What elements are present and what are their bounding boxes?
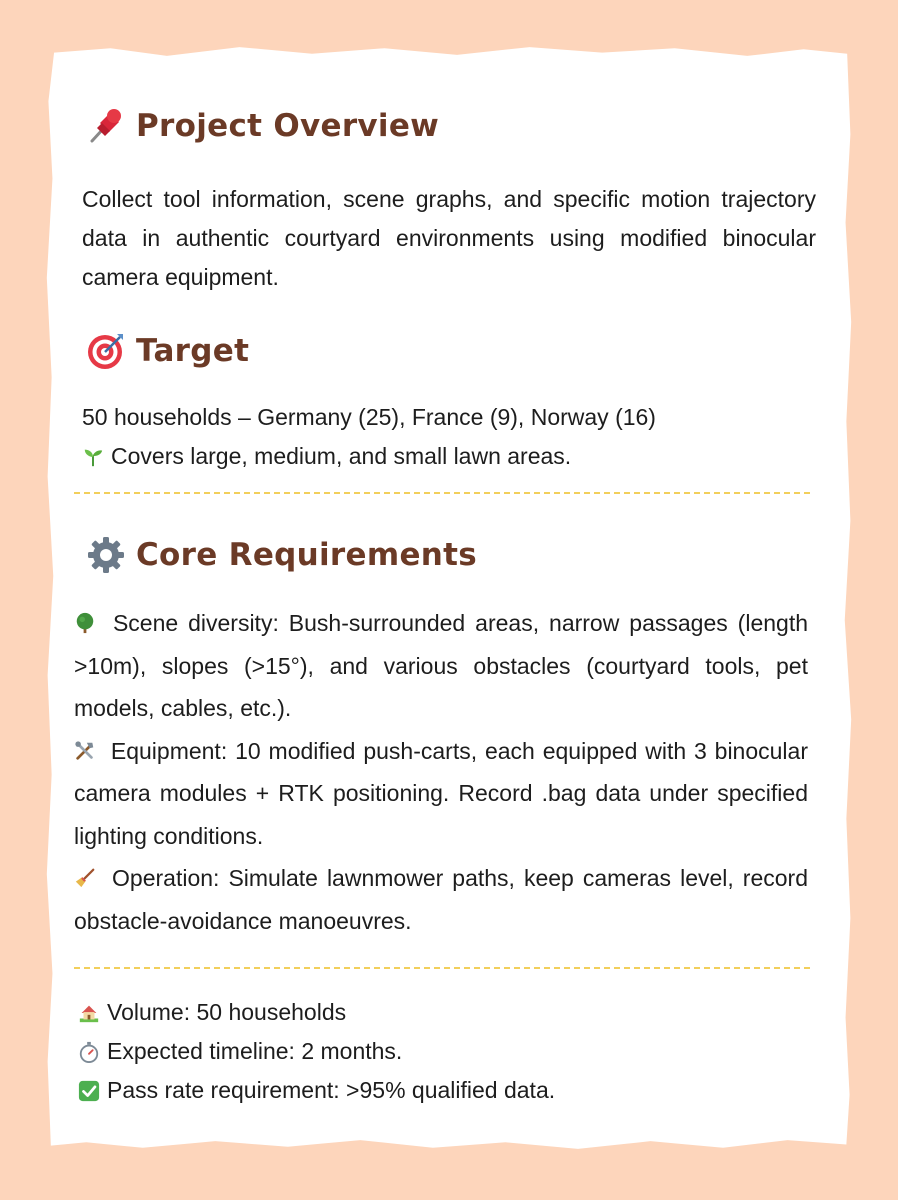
requirement-scene-diversity: Scene diversity: Bush-surrounded areas, narrow passages (length >10m), slopes (>15°), and various obstacles (courtyard tools, pet models, cables, etc.). xyxy=(74,610,808,721)
summary-pass-rate: Pass rate requirement: >95% qualified data. xyxy=(78,1071,555,1110)
requirements-title: Core Requirements xyxy=(136,537,478,573)
pushpin-icon xyxy=(86,106,126,146)
requirement-operation: Operation: Simulate lawnmower paths, keep cameras level, record obstacle-avoidance manoeuvres. xyxy=(74,865,808,934)
check-mark-icon xyxy=(78,1080,100,1102)
target-households-line: 50 households – Germany (25), France (9), Norway (16) xyxy=(82,404,656,430)
stopwatch-icon xyxy=(78,1041,100,1063)
target-lawn-line xyxy=(82,437,656,476)
overview-heading xyxy=(86,106,439,146)
summary-volume: Volume: 50 households xyxy=(78,993,555,1032)
seedling-icon xyxy=(82,446,104,468)
requirement-equipment: Equipment: 10 modified push-carts, each equipped with 3 binocular camera modules + RTK positioning. Record .bag data under specified lighting conditions. xyxy=(74,737,808,849)
section-divider-2 xyxy=(74,967,810,969)
target-lines xyxy=(82,398,656,476)
dart-target-icon xyxy=(86,331,126,371)
requirements-list xyxy=(74,602,808,942)
target-lawn-text: Covers large, medium, and small lawn areas. xyxy=(111,443,572,469)
tools-icon xyxy=(74,740,96,762)
gear-icon xyxy=(86,535,126,575)
broom-icon xyxy=(74,867,96,889)
overview-title: Project Overview xyxy=(136,108,440,144)
summary-list xyxy=(78,993,555,1110)
overview-description: Collect tool information, scene graphs, and specific motion trajectory data in authentic courtyard environments using modified binocular camera equipment. xyxy=(82,186,816,290)
section-divider xyxy=(74,492,810,494)
requirements-heading xyxy=(86,535,477,575)
target-title: Target xyxy=(136,333,250,369)
target-heading xyxy=(86,331,249,371)
tree-icon xyxy=(74,612,96,634)
summary-timeline: Expected timeline: 2 months. xyxy=(78,1032,555,1071)
house-icon xyxy=(78,1002,100,1024)
